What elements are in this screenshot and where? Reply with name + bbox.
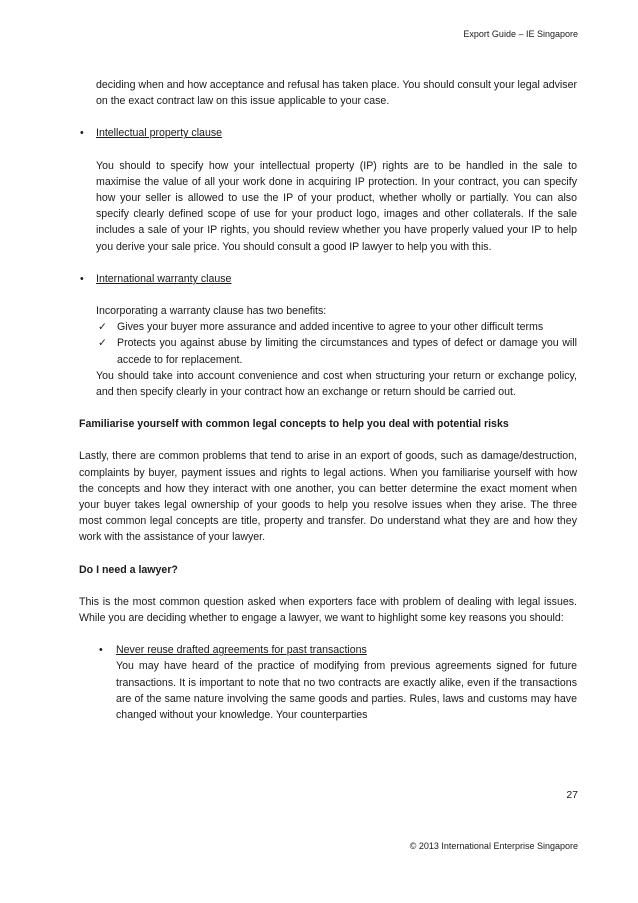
bullet-icon: • xyxy=(80,127,84,140)
ip-clause-item xyxy=(80,125,577,141)
legal-concepts-heading: Familiarise yourself with common legal concepts to help you deal with potential risks xyxy=(79,418,509,431)
lawyer-reason-body: You may have heard of the practice of modifying from previous agreements signed for future transactions. It is important to note that no two contracts are exactly alike, even if the transactions are of the same nature involving the same goods and parties. Rules, laws and customs may have changed without your knowledge. Your counterparties xyxy=(116,660,577,722)
warranty-benefit: ✓ Protects you against abuse by limiting the circumstances and types of defect or damage you will accede to for replacement. xyxy=(98,337,577,366)
checkmark-icon: ✓ xyxy=(98,321,107,334)
bullet-icon: • xyxy=(80,272,84,285)
page-body xyxy=(79,77,577,723)
lawyer-reason-item xyxy=(99,642,577,723)
bullet-icon: • xyxy=(99,644,103,657)
warranty-clause-heading: International warranty clause xyxy=(96,272,232,285)
legal-concepts-body: Lastly, there are common problems that tend to arise in an export of goods, such as damage/destruction, complaints by buyer, payment issues and rights to legal actions. When you familiarise yourself with how the concepts and how they interact with one another, you can better determine the exact moment when your buyer takes legal ownership of your goods to help you resolve issues when they arise. The three most common legal concepts are title, property and transfer. Do understand what they are and how they work with the assistance of your lawyer. xyxy=(79,450,577,544)
warranty-outro: You should take into account convenience and cost when structuring your return or exchange policy, and then specify clearly in your contract how an exchange or return should be carried out. xyxy=(96,369,577,399)
warranty-clause-item xyxy=(80,271,577,287)
warranty-benefit: ✓ Gives your buyer more assurance and added incentive to agree to your other difficult terms xyxy=(117,319,577,335)
lawyer-body: This is the most common question asked when exporters face with problem of dealing with legal issues. While you are deciding whether to engage a lawyer, we want to highlight some key reasons you should: xyxy=(79,595,577,625)
warranty-intro: Incorporating a warranty clause has two benefits: xyxy=(96,305,327,318)
running-header: Export Guide – IE Singapore xyxy=(463,29,578,39)
continued-paragraph: deciding when and how acceptance and refusal has taken place. You should consult your legal adviser on the exact contract law on this issue applicable to your case. xyxy=(96,79,577,108)
page-number: 27 xyxy=(566,789,578,801)
copyright-footer: © 2013 International Enterprise Singapore xyxy=(409,841,578,851)
ip-clause-heading: Intellectual property clause xyxy=(96,127,223,140)
lawyer-reason-heading: Never reuse drafted agreements for past transactions xyxy=(116,644,367,657)
ip-clause-body: You should to specify how your intellectual property (IP) rights are to be handled in the sale to maximise the value of all your work done in acquiring IP protection. In your contract, you can specify how your seller is allowed to use the IP of your product, whether wholly or partially. You can also specify clearly defined scope of use for your product logo, images and other collaterals. If the sale includes a sale of your IP rights, you should review whether you have properly valued your IP to help you derive your sale price. You should consult a good IP lawyer to help you with this. xyxy=(96,159,577,253)
checkmark-icon: ✓ xyxy=(98,337,107,350)
lawyer-heading: Do I need a lawyer? xyxy=(79,563,178,576)
